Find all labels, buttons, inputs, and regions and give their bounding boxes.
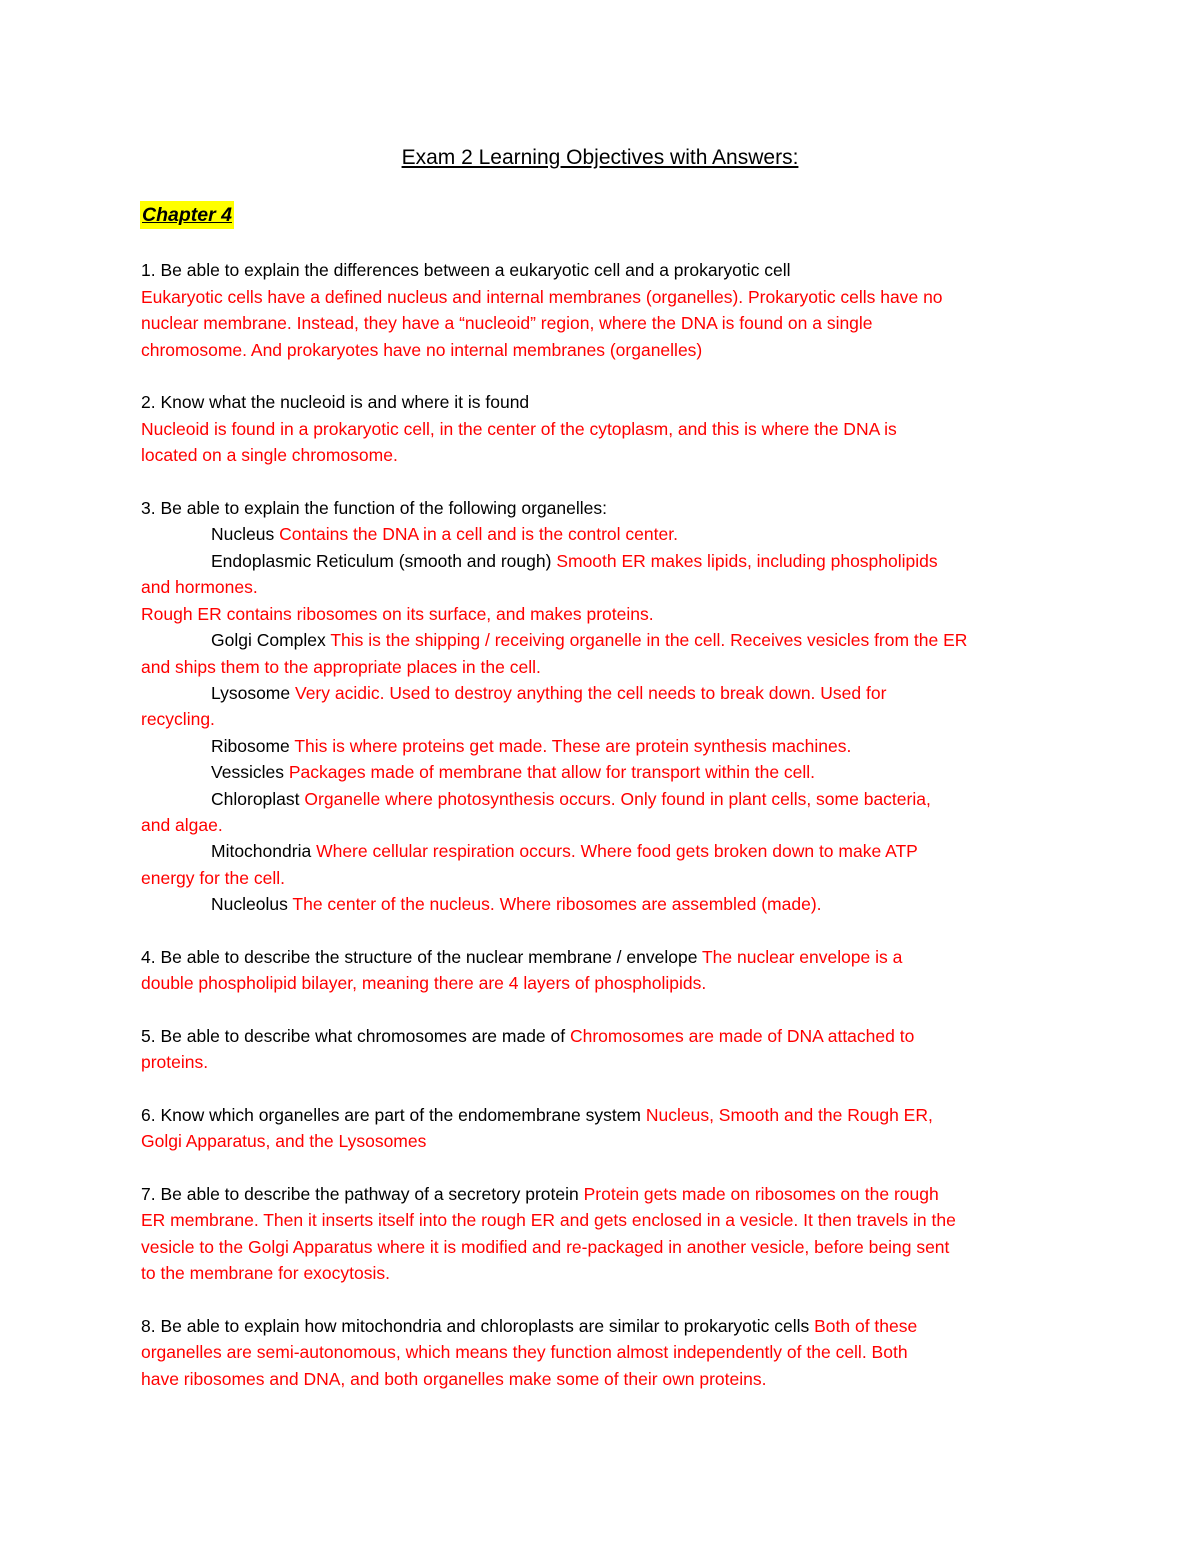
organelle-answer: Very acidic. Used to destroy anything the cell needs to break down. Used for [294, 683, 887, 703]
organelle-mitochondria-continued: energy for the cell. [141, 868, 285, 888]
question-7 [141, 1183, 939, 1205]
answer-8-line-2: organelles are semi-autonomous, which means they function almost independently of the cell. Both [141, 1342, 908, 1362]
organelle-er-continued: and hormones. [141, 577, 258, 597]
organelle-golgi-continued: and ships them to the appropriate places in the cell. [141, 657, 541, 677]
organelle-term: Mitochondria [211, 841, 317, 861]
answer-8-line-3: have ribosomes and DNA, and both organelles make some of their own proteins. [141, 1369, 767, 1389]
answer-text: Nucleus, Smooth and the Rough ER, [645, 1105, 933, 1125]
organelle-chloroplast [211, 788, 931, 810]
organelle-term: Endoplasmic Reticulum (smooth and rough) [211, 551, 557, 571]
answer-text: Chromosomes are made of DNA attached to [569, 1026, 915, 1046]
question-4 [141, 946, 902, 968]
organelle-nucleolus [211, 893, 822, 915]
question-text: 8. Be able to explain how mitochondria and chloroplasts are similar to prokaryotic cells [141, 1316, 815, 1336]
answer-4-continued: double phospholipid bilayer, meaning there are 4 layers of phospholipids. [141, 973, 707, 993]
answer-1-line-3: chromosome. And prokaryotes have no internal membranes (organelles) [141, 340, 703, 360]
question-text: 4. Be able to describe the structure of the nuclear membrane / envelope [141, 947, 702, 967]
answer-2-line-2: located on a single chromosome. [141, 445, 398, 465]
organelle-answer: Organelle where photosynthesis occurs. Only found in plant cells, some bacteria, [304, 789, 931, 809]
page-title: Exam 2 Learning Objectives with Answers: [401, 146, 799, 169]
question-text: 7. Be able to describe the pathway of a secretory protein [141, 1184, 584, 1204]
organelle-term: Lysosome [211, 683, 295, 703]
organelle-term: Nucleolus [211, 894, 293, 914]
question-6 [141, 1104, 933, 1126]
organelle-chloroplast-continued: and algae. [141, 815, 223, 835]
organelle-nucleus [211, 523, 678, 545]
organelle-golgi [211, 629, 967, 651]
question-2: 2. Know what the nucleoid is and where it is found [141, 392, 530, 412]
question-5 [141, 1025, 914, 1047]
organelle-ribosome [211, 735, 851, 757]
organelle-term: Chloroplast [211, 789, 305, 809]
organelle-vesicles [211, 761, 815, 783]
organelle-answer: Where cellular respiration occurs. Where food gets broken down to make ATP [316, 841, 918, 861]
answer-text: Both of these [814, 1316, 918, 1336]
organelle-answer: This is the shipping / receiving organelle in the cell. Receives vesicles from the ER [330, 630, 968, 650]
answer-text: Protein gets made on ribosomes on the rough [583, 1184, 939, 1204]
answer-5-continued: proteins. [141, 1052, 209, 1072]
question-8 [141, 1315, 917, 1337]
chapter-heading: Chapter 4 [140, 201, 234, 229]
answer-7-line-2: ER membrane. Then it inserts itself into the rough ER and gets enclosed in a vesicle. It then travels in the [141, 1210, 956, 1230]
answer-6-continued: Golgi Apparatus, and the Lysosomes [141, 1131, 427, 1151]
organelle-rough-er: Rough ER contains ribosomes on its surface, and makes proteins. [141, 604, 654, 624]
answer-text: The nuclear envelope is a [701, 947, 903, 967]
organelle-answer: The center of the nucleus. Where ribosomes are assembled (made). [292, 894, 822, 914]
question-text: 6. Know which organelles are part of the endomembrane system [141, 1105, 646, 1125]
organelle-answer: This is where proteins get made. These are protein synthesis machines. [294, 736, 852, 756]
answer-2-line-1: Nucleoid is found in a prokaryotic cell, in the center of the cytoplasm, and this is where the DNA is [141, 419, 897, 439]
organelle-er [211, 550, 938, 572]
organelle-term: Nucleus [211, 524, 280, 544]
question-3: 3. Be able to explain the function of the following organelles: [141, 498, 608, 518]
question-text: 5. Be able to describe what chromosomes are made of [141, 1026, 570, 1046]
answer-7-line-3: vesicle to the Golgi Apparatus where it is modified and re-packaged in another vesicle, before being sent [141, 1237, 950, 1257]
organelle-answer: Smooth ER makes lipids, including phospholipids [556, 551, 938, 571]
answer-1-line-2: nuclear membrane. Instead, they have a “nucleoid” region, where the DNA is found on a single [141, 313, 873, 333]
organelle-term: Golgi Complex [211, 630, 331, 650]
answer-1-line-1: Eukaryotic cells have a defined nucleus and internal membranes (organelles). Prokaryotic cells have no [141, 287, 943, 307]
organelle-lysosome-continued: recycling. [141, 709, 215, 729]
answer-7-line-4: to the membrane for exocytosis. [141, 1263, 390, 1283]
organelle-term: Vessicles [211, 762, 289, 782]
organelle-mitochondria [211, 840, 918, 862]
organelle-lysosome [211, 682, 886, 704]
organelle-term: Ribosome [211, 736, 295, 756]
organelle-answer: Contains the DNA in a cell and is the control center. [279, 524, 678, 544]
question-1: 1. Be able to explain the differences between a eukaryotic cell and a prokaryotic cell [141, 260, 791, 280]
organelle-answer: Packages made of membrane that allow for transport within the cell. [288, 762, 816, 782]
